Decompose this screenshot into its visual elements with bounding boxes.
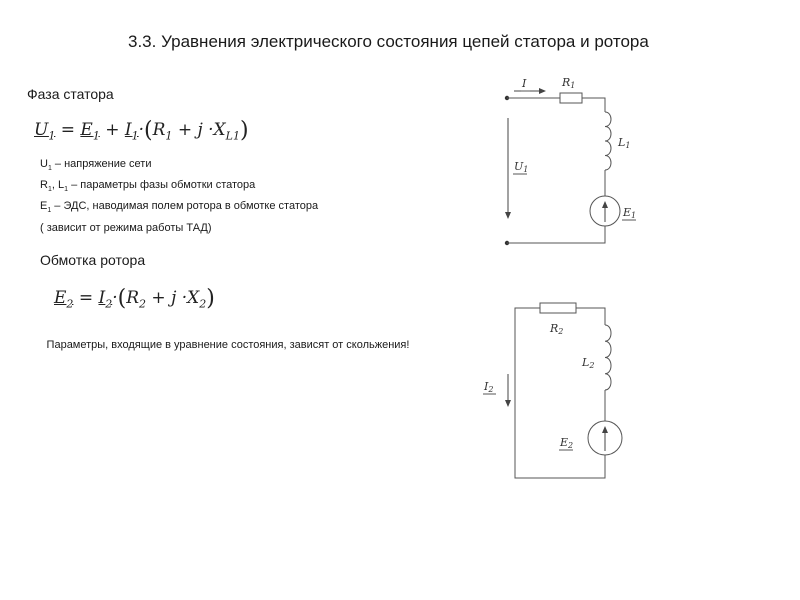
rotor-current-label-sub: 2 <box>488 385 494 394</box>
rotor-formula-dot: · <box>112 288 118 308</box>
rotor-formula-r-sub: 2 <box>139 297 147 311</box>
slide-title: 3.3. Уравнения электрического состояния цепей статора и ротора <box>128 32 649 51</box>
rotor-formula-r: R <box>126 288 140 308</box>
definition-line-4: ( зависит от режима работы ТАД) <box>40 221 212 234</box>
rotor-note: Параметры, входящие в уравнение состояния, зависят от скольжения! <box>46 339 410 351</box>
stator-formula-r: R <box>152 120 166 140</box>
stator-formula-x-sub: L1 <box>225 129 240 143</box>
def2-sep: , <box>51 179 58 192</box>
stator-formula-u-sub: 1 <box>48 129 56 143</box>
rotor-formula-e: E <box>54 288 67 308</box>
stator-formula-u: U <box>34 120 49 140</box>
rotor-heading: Обмотка ротора <box>40 252 146 268</box>
stator-wire-bottom <box>507 226 605 243</box>
def1-sub: 1 <box>47 165 52 173</box>
stator-resistor-r1 <box>560 93 582 103</box>
rotor-resistor-r2 <box>540 303 576 313</box>
def3-symbol: E <box>40 200 48 213</box>
rotor-formula-x-sub: 2 <box>199 297 207 311</box>
def2-symbol2: L <box>57 179 65 192</box>
stator-formula-e: E <box>80 120 93 140</box>
stator-inductor-label-sub: 1 <box>625 141 631 150</box>
stator-voltage-label: U1 <box>514 160 529 174</box>
rotor-circuit <box>483 303 622 478</box>
rotor-current-label: I2 <box>484 380 494 394</box>
stator-formula-plus-j: + j · <box>177 120 214 140</box>
def1-symbol: U <box>40 158 48 170</box>
stator-emf-label-sub: 1 <box>631 211 637 220</box>
rotor-formula-i: I <box>98 288 106 308</box>
stator-current-label: I <box>522 77 527 90</box>
stator-voltage-label-sub: 1 <box>523 165 529 174</box>
rotor-inductor-label: L2 <box>582 356 595 370</box>
rotor-formula-i-sub: 2 <box>105 297 113 311</box>
stator-heading: Фаза статора <box>27 86 114 102</box>
rotor-formula-plus-j: + j · <box>151 288 188 308</box>
def2-symbol: R <box>40 179 48 192</box>
stator-emf-label: E1 <box>623 206 637 220</box>
rotor-resistor-label: R2 <box>550 322 564 336</box>
rotor-formula-x: X <box>187 288 200 308</box>
rotor-inductor-l2 <box>605 325 611 390</box>
stator-inductor-l1 <box>605 112 611 170</box>
stator-formula-x: X <box>213 120 226 140</box>
def2-sub: 1 <box>47 186 52 194</box>
def2-sub2: 1 <box>64 186 69 194</box>
stator-formula: $U_1 = E_1 + I_1\cdot(R_1 + j \cdot X_{L1})$ <box>34 118 249 143</box>
def2-text: – параметры фазы обмотки статора <box>68 179 256 192</box>
stator-formula-eq: = <box>60 120 75 140</box>
rotor-resistor-label-sub: 2 <box>558 327 564 336</box>
def1-text: – напряжение сети <box>51 158 152 170</box>
stator-formula-i-sub: 1 <box>131 129 139 143</box>
rotor-formula-eq: = <box>78 288 94 308</box>
stator-resistor-label-sub: 1 <box>570 81 576 90</box>
rotor-emf-label-sub: 2 <box>568 441 574 450</box>
rotor-formula: $E_2 = I_2\cdot(R_2 + j \cdot X_2)$ <box>54 286 215 311</box>
stator-formula-r-sub: 1 <box>165 129 173 143</box>
stator-formula-e-sub: 1 <box>92 129 100 143</box>
rotor-wire-top-right <box>576 308 605 325</box>
stator-formula-plus: + <box>105 120 120 140</box>
stator-resistor-label: R1 <box>562 76 576 90</box>
def3-sub: 1 <box>47 207 52 215</box>
def3-text: – ЭДС, наводимая полем ротора в обмотке статора <box>51 200 319 213</box>
stator-inductor-label: L1 <box>618 136 631 150</box>
rotor-emf-label: E2 <box>560 436 574 450</box>
stator-circuit <box>505 76 636 245</box>
stator-formula-dot: · <box>138 120 144 140</box>
rotor-inductor-label-sub: 2 <box>589 361 595 370</box>
stator-wire-top-right <box>582 98 605 112</box>
rotor-formula-e-sub: 2 <box>66 297 74 311</box>
stator-formula-i: I <box>124 120 132 140</box>
